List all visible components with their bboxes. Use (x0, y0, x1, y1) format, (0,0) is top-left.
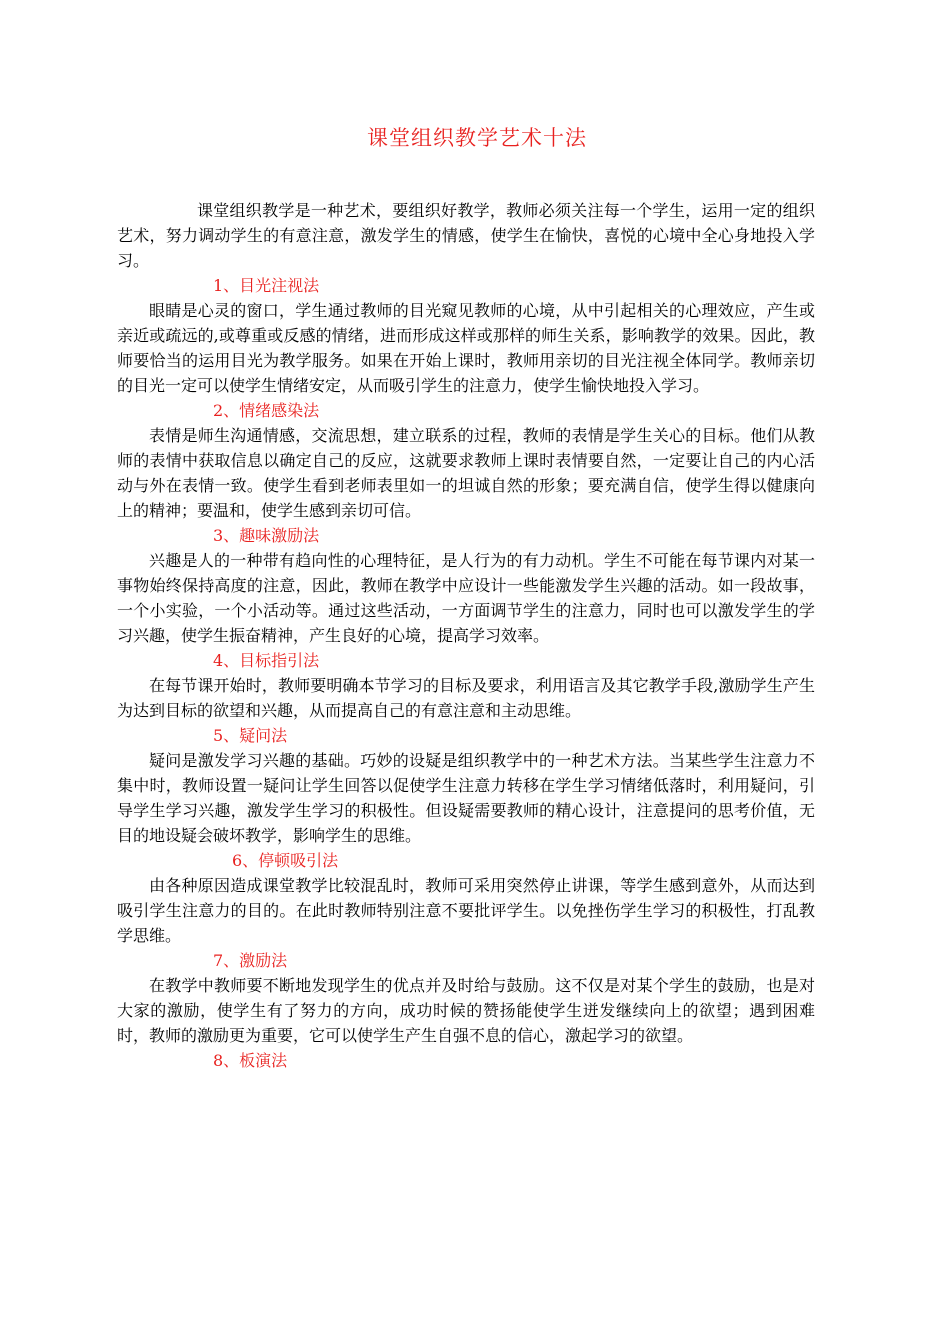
section-text-6: 由各种原因造成课堂教学比较混乱时，教师可采用突然停止讲课，等学生感到意外，从而达到吸引学生注意力的目的。在此时教师特别注意不要批评学生。以免挫伤学生学习的积极性，打乱教学思维。 (117, 876, 815, 945)
intro-paragraph: 课堂组织教学是一种艺术，要组织好教学，教师必须关注每一个学生，运用一定的组织艺术，努力调动学生的有意注意，激发学生的情感，使学生在愉快，喜悦的心境中全心身地投入学习。 (117, 201, 815, 270)
section-text-1: 眼睛是心灵的窗口，学生通过教师的目光窥见教师的心境，从中引起相关的心理效应，产生或亲近或疏远的,或尊重或反感的情绪，进而形成这样或那样的师生关系，影响教学的效果。因此，教师要恰当的运用目光为教学服务。如果在开始上课时，教师用亲切的目光注视全体同学。教师亲切的目光一定可以使学生情绪安定，从而吸引学生的注意力，使学生愉快地投入学习。 (117, 301, 815, 395)
document-title: 课堂组织教学艺术十法 (367, 126, 587, 150)
section-text-2: 表情是师生沟通情感，交流思想，建立联系的过程，教师的表情是学生关心的目标。他们从教师的表情中获取信息以确定自己的反应，这就要求教师上课时表情要自然，一定要让自己的内心活动与外在表情一致。使学生看到老师表里如一的坦诚自然的形象；要充满自信，使学生得以健康向上的精神；要温和，使学生感到亲切可信。 (117, 426, 815, 520)
document-body (117, 198, 815, 1073)
section-heading-6: 6、停顿吸引法 (232, 851, 339, 870)
section-heading-1: 1、目光注视法 (213, 276, 320, 295)
section-text-7: 在教学中教师要不断地发现学生的优点并及时给与鼓励。这不仅是对某个学生的鼓励，也是对大家的激励，使学生有了努力的方向，成功时候的赞扬能使学生迸发继续向上的欲望；遇到困难时，教师的激励更为重要，它可以使学生产生自强不息的信心，激起学习的欲望。 (117, 976, 815, 1045)
section-text-3: 兴趣是人的一种带有趋向性的心理特征，是人行为的有力动机。学生不可能在每节课内对某一事物始终保持高度的注意，因此，教师在教学中应设计一些能激发学生兴趣的活动。如一段故事，一个小实验，一个小活动等。通过这些活动，一方面调节学生的注意力，同时也可以激发学生的学习兴趣，使学生振奋精神，产生良好的心境，提高学习效率。 (117, 551, 815, 645)
section-heading-8: 8、板演法 (213, 1051, 288, 1070)
section-heading-7: 7、激励法 (213, 951, 288, 970)
section-heading-5: 5、疑问法 (213, 726, 288, 745)
section-heading-3: 3、趣味激励法 (213, 526, 320, 545)
section-heading-2: 2、情绪感染法 (213, 401, 320, 420)
section-text-5: 疑问是激发学习兴趣的基础。巧妙的设疑是组织教学中的一种艺术方法。当某些学生注意力不集中时，教师设置一疑问让学生回答以促使学生注意力转移在学生学习情绪低落时，利用疑问，引导学生学习兴趣，激发学生学习的积极性。但设疑需要教师的精心设计，注意提问的思考价值，无目的地设疑会破坏教学，影响学生的思维。 (117, 751, 815, 845)
section-text-4: 在每节课开始时，教师要明确本节学习的目标及要求，利用语言及其它教学手段,激励学生产生为达到目标的欲望和兴趣，从而提高自己的有意注意和主动思维。 (117, 676, 815, 720)
section-heading-4: 4、目标指引法 (213, 651, 320, 670)
